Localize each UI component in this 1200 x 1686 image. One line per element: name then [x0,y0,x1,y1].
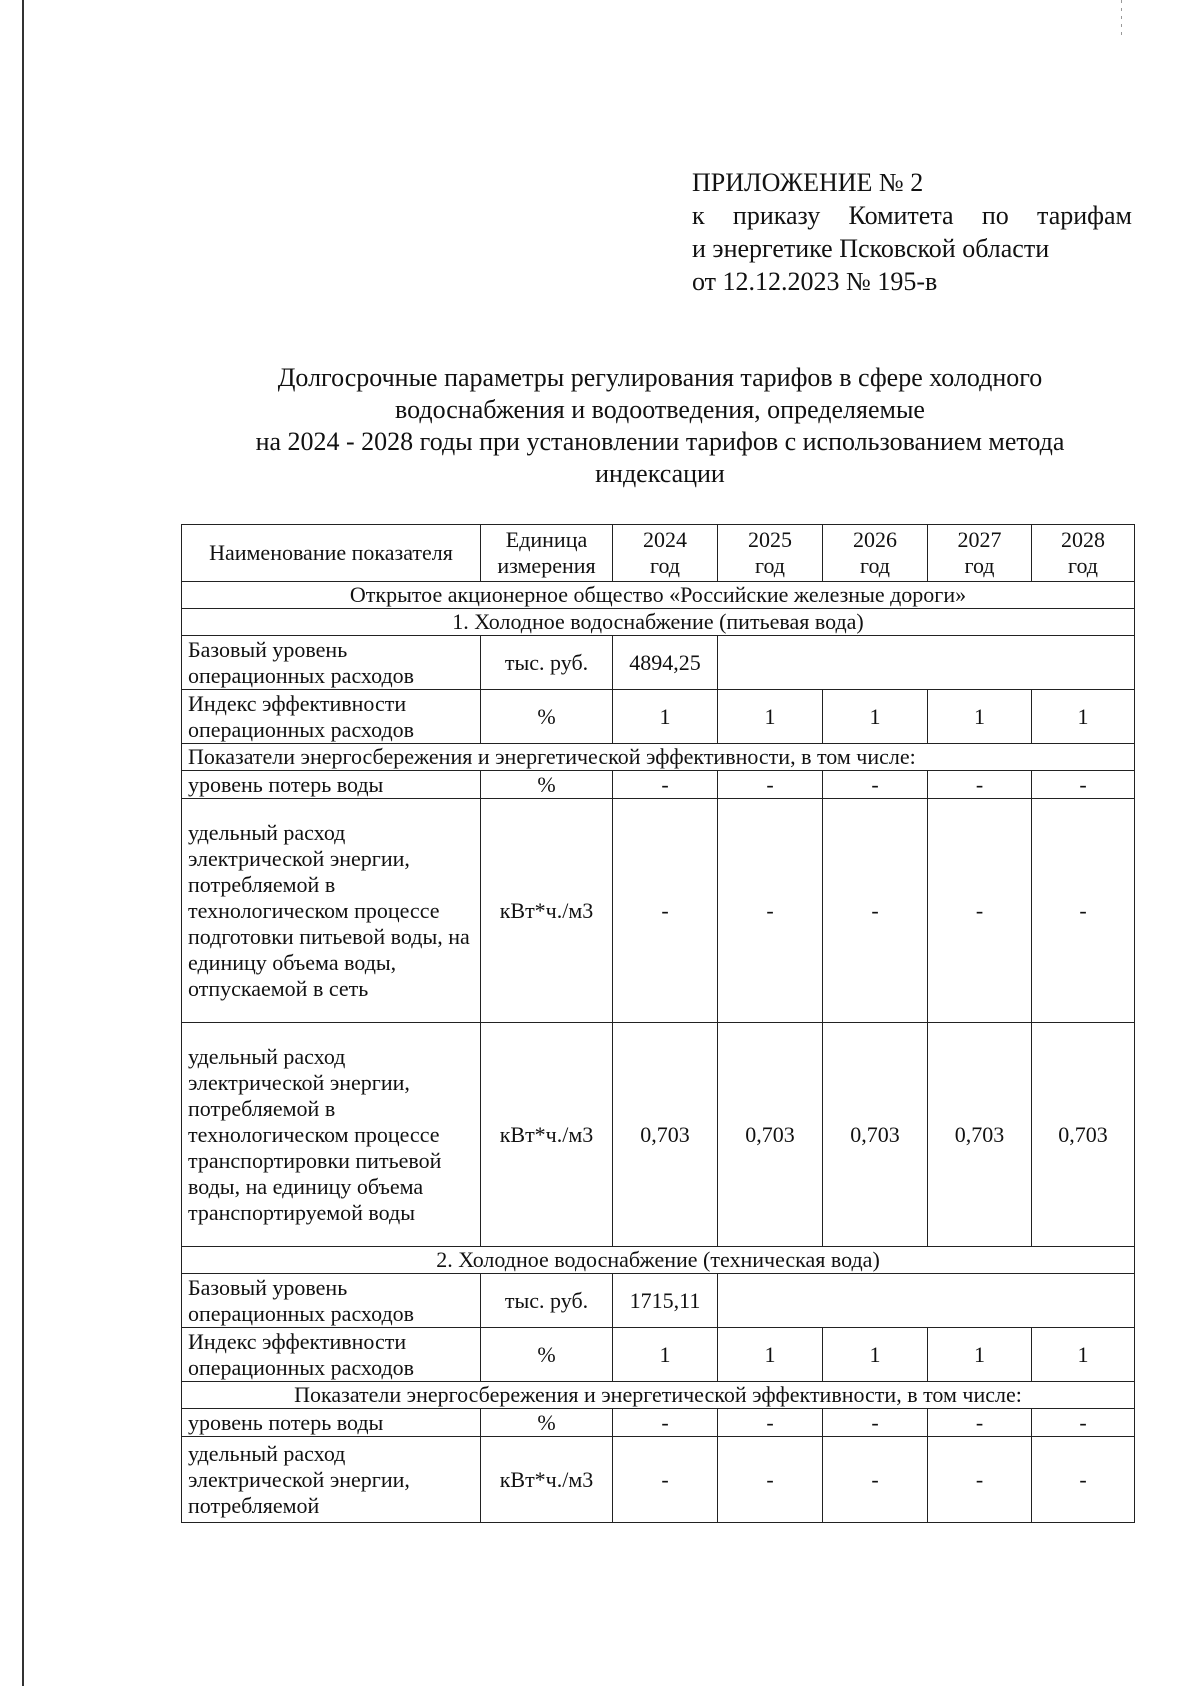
row-value-2025: - [718,1409,823,1437]
appendix-word: по [981,201,1009,230]
row-value-2027: 0,703 [928,1023,1032,1247]
section-2-title-row [182,1247,1135,1274]
row-value-2024: - [613,1437,718,1523]
appendix-line-2 [692,199,1132,232]
row-value-2028: - [1032,1437,1135,1523]
row-value-2024: 1715,11 [613,1274,718,1328]
row-value-2024: 1 [613,1328,718,1382]
table-header-row [182,525,1135,582]
table-row [182,690,1135,744]
row-value-2028: - [1032,771,1135,799]
row-name: Индекс эффективности операционных расходов [182,1328,481,1382]
scan-edge-marks [1121,0,1122,40]
row-name: удельный расход электрической энергии, потребляемой [182,1437,481,1523]
header-year-2027: 2027 год [928,525,1032,582]
scan-edge-line [22,0,24,1686]
header-name: Наименование показателя [182,525,481,582]
table-row [182,799,1135,1023]
table-row [182,771,1135,799]
row-value-2026: 0,703 [823,1023,928,1247]
row-unit: тыс. руб. [481,636,613,690]
row-value-2028: - [1032,1409,1135,1437]
document-title-line-4: индексации [595,459,725,488]
document-title-line-3: на 2024 - 2028 годы при установлении тарифов с использованием метода [255,427,1065,456]
appendix-word: к [692,201,705,230]
row-value-2024: - [613,1409,718,1437]
row-name: Базовый уровень операционных расходов [182,1274,481,1328]
table-row [182,1437,1135,1523]
row-value-2027: - [928,1437,1032,1523]
row-value-2024: - [613,771,718,799]
appendix-line-3: и энергетике Псковской области [692,234,1050,263]
row-unit: % [481,690,613,744]
row-value-2025: 1 [718,1328,823,1382]
section-2-energy-header-row [182,1382,1135,1409]
row-value-2026: - [823,1409,928,1437]
row-name: уровень потерь воды [182,1409,481,1437]
appendix-title: ПРИЛОЖЕНИЕ № 2 [692,168,924,197]
header-year-2028: 2028 год [1032,525,1135,582]
row-name: Базовый уровень операционных расходов [182,636,481,690]
row-empty-cell [718,636,1135,690]
row-value-2027: - [928,1409,1032,1437]
row-unit: кВт*ч./м3 [481,799,613,1023]
table-row [182,1023,1135,1247]
row-value-2026: 1 [823,1328,928,1382]
table-row [182,1274,1135,1328]
row-value-2024: 0,703 [613,1023,718,1247]
row-name: Индекс эффективности операционных расходов [182,690,481,744]
organization-name: Открытое акционерное общество «Российские железные дороги» [182,582,1135,609]
header-year-2025: 2025 год [718,525,823,582]
row-value-2024: 4894,25 [613,636,718,690]
header-year-2026: 2026 год [823,525,928,582]
row-value-2024: - [613,799,718,1023]
section-2-title: 2. Холодное водоснабжение (техническая вода) [182,1247,1135,1274]
appendix-line-4: от 12.12.2023 № 195-в [692,267,938,296]
row-value-2025: - [718,1437,823,1523]
row-unit: % [481,1328,613,1382]
row-unit: тыс. руб. [481,1274,613,1328]
row-value-2028: 1 [1032,1328,1135,1382]
row-value-2027: 1 [928,1328,1032,1382]
row-value-2026: - [823,1437,928,1523]
row-value-2027: - [928,799,1032,1023]
section-1-energy-header-row [182,744,1135,771]
energy-header: Показатели энергосбережения и энергетической эффективности, в том числе: [182,1382,1135,1409]
row-value-2025: 1 [718,690,823,744]
row-value-2026: - [823,771,928,799]
row-empty-cell [718,1274,1135,1328]
row-unit: % [481,771,613,799]
header-year-2024: 2024 год [613,525,718,582]
row-value-2026: 1 [823,690,928,744]
row-unit: % [481,1409,613,1437]
organization-row [182,582,1135,609]
row-unit: кВт*ч./м3 [481,1437,613,1523]
document-title [180,362,1140,490]
row-name: удельный расход электрической энергии, потребляемой в технологическом процессе транспортировки питьевой воды, на единицу объема транспортируемой воды [182,1023,481,1247]
row-value-2028: - [1032,799,1135,1023]
header-unit: Единица измерения [481,525,613,582]
row-value-2028: 1 [1032,690,1135,744]
table-row [182,1328,1135,1382]
section-1-title: 1. Холодное водоснабжение (питьевая вода) [182,609,1135,636]
row-name: удельный расход электрической энергии, потребляемой в технологическом процессе подготовки питьевой воды, на единицу объема воды, отпускаемой в сеть [182,799,481,1023]
document-title-line-2: водоснабжения и водоотведения, определяемые [395,395,925,424]
appendix-word: тарифам [1037,201,1132,230]
row-unit: кВт*ч./м3 [481,1023,613,1247]
row-value-2027: - [928,771,1032,799]
row-value-2024: 1 [613,690,718,744]
row-value-2026: - [823,799,928,1023]
table-row [182,636,1135,690]
row-value-2025: 0,703 [718,1023,823,1247]
row-value-2028: 0,703 [1032,1023,1135,1247]
appendix-word: Комитета [848,201,954,230]
parameters-table [181,524,1135,1523]
appendix-word: приказу [732,201,821,230]
row-value-2027: 1 [928,690,1032,744]
section-1-title-row [182,609,1135,636]
row-value-2025: - [718,799,823,1023]
row-value-2025: - [718,771,823,799]
appendix-header [692,166,1132,298]
table-row [182,1409,1135,1437]
document-title-line-1: Долгосрочные параметры регулирования тарифов в сфере холодного [277,363,1043,392]
row-name: уровень потерь воды [182,771,481,799]
energy-header: Показатели энергосбережения и энергетической эффективности, в том числе: [182,744,1135,771]
